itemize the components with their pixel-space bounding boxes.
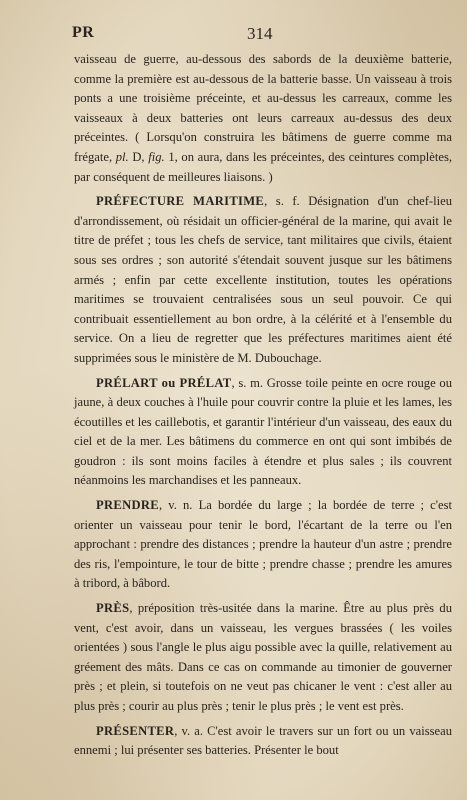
entry-definition: , s. f. Désignation d'un chef-lieu d'arrondissement, où résidait un officier-général de la marine, qui avait le titre de préfet ; tous les chefs de service, tant militaires que civils, étaient sous ses ordres ; son autorité s'étendait souvent jusque sur les bâtimens armés ; enfin par cette excellente institution, toutes les opérations maritimes se trouvaient centralisées sous un seul pouvoir. Ce qui contribuait essentiellement au bon ordre, à la célérité et à l'ensemble du service. On a lieu de regretter que les préfectures maritimes aient été supprimées sous le ministère de M. Dubouchage.	[74, 194, 452, 365]
body-text	[74, 50, 452, 761]
entry-definition: , v. a. C'est avoir le travers sur un fort ou un vaisseau ennemi ; lui présenter ses batteries. Présenter le bout	[74, 723, 452, 758]
entry-headword: PRÉFECTURE MARITIME	[96, 194, 265, 209]
figure-reference: fig.	[148, 149, 165, 164]
entry-definition: , v. n. La bordée du large ; la bordée de terre ; c'est orienter un vaisseau pour tenir le bord, l'écartant de la terre ou l'en approchant : prendre des distances ; prendre la hauteur d'un astre ; prendre des ris, l'empointure, le tour de bitte ; prendre chasse ; prendre les amures à tribord, à bâbord.	[74, 498, 452, 591]
entry-headword: PRÉLART ou PRÉLAT	[96, 375, 232, 390]
page-number: 314	[247, 24, 273, 43]
dictionary-entry	[74, 722, 452, 761]
dictionary-entry	[74, 599, 452, 717]
dictionary-entry	[74, 496, 452, 594]
plate-reference: pl.	[115, 149, 129, 164]
page-header	[72, 24, 437, 44]
continuation-paragraph	[74, 50, 452, 187]
entry-headword: PRENDRE	[96, 498, 159, 513]
entry-definition: , préposition très-usitée dans la marine. Être au plus près du vent, c'est avoir, dans un vaisseau, les vergues brassées ( les voiles orientées ) sous l'angle le plus aigu possible avec la quille, relativement au gréement des mâts. Dans ce cas on commande au timonier de gouverner près ; et plein, si toutefois on ne veut pas chicaner le vent : c'est aller au plus près ; courir au plus près ; tenir le plus près ; le vent est près.	[74, 601, 452, 713]
entry-headword: PRÈS	[96, 601, 130, 616]
dictionary-entry	[74, 374, 452, 492]
continuation-text: D,	[128, 149, 149, 164]
running-head: PR	[72, 24, 95, 41]
continuation-text: vaisseau de guerre, au-dessous des sabords de la deuxième batterie, comme la première est au-dessous de la batterie basse. Un vaisseau à trois ponts a une troisième préceinte, et au-dessus les carreaux, comme les vaisseaux à deux batteries ont leurs carreaux au-dessus des deux préceintes. ( Lorsqu'on construira les bâtimens de guerre comme ma frégate,	[74, 52, 452, 164]
dictionary-entry	[74, 192, 452, 368]
entry-headword: PRÉSENTER	[96, 723, 175, 738]
continuation-text: 1, on aura, dans les préceintes, des ceintures complètes, par conséquent de meilleures liaisons. )	[74, 149, 453, 184]
entry-definition: , s. m. Grosse toile peinte en ocre rouge ou jaune, à deux couches à l'huile pour couvrir contre la pluie et les lames, les écoutilles et les caillebotis, et garantir l'intérieur d'un vaisseau, des eaux du ciel et de la mer. Les bâtimens du commerce en ont qui sont imbibés de goudron : ils sont moins faciles à étendre et plus sales ; ils couvrent néanmoins les marchandises et les panneaux.	[74, 375, 452, 488]
